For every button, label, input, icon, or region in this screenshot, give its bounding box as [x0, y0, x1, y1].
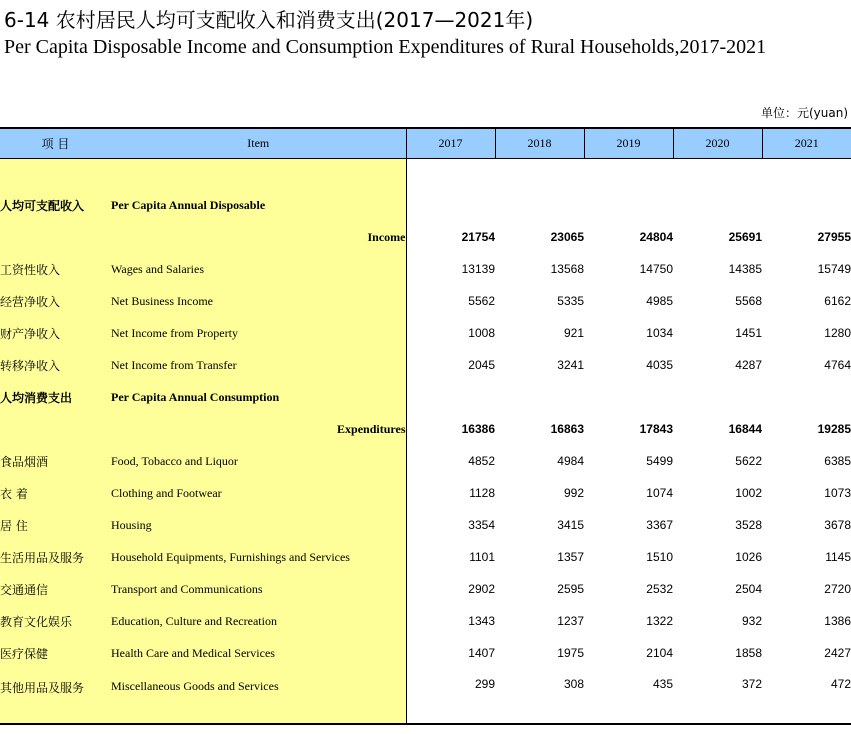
consumption-total-cell: 16386	[461, 422, 495, 436]
value-cell: 932	[741, 614, 762, 628]
table-row	[0, 509, 851, 541]
value-cell: 308	[495, 669, 584, 724]
consumption-label-en-cont: Expenditures	[111, 413, 406, 445]
income-total-cell: 23065	[550, 230, 584, 244]
value-cell: 2532	[646, 582, 673, 596]
value-cell: 472	[762, 669, 851, 724]
income-total-cell: 21754	[461, 230, 495, 244]
income-label-cn: 人均可支配收入	[0, 189, 111, 221]
value-cell: 1975	[557, 646, 584, 660]
table-row	[0, 445, 851, 477]
row-label-cn: 工资性收入	[0, 253, 111, 285]
value-cell: 5335	[557, 294, 584, 308]
row-label-en: Education, Culture and Recreation	[111, 605, 406, 637]
statistics-table	[0, 127, 851, 725]
table-row	[0, 605, 851, 637]
table-row	[0, 253, 851, 285]
table-row	[0, 349, 851, 381]
value-cell: 2595	[557, 582, 584, 596]
row-label-cn: 经营净收入	[0, 285, 111, 317]
row-label-en: Health Care and Medical Services	[111, 637, 406, 669]
table-row	[0, 285, 851, 317]
value-cell: 3528	[735, 518, 762, 532]
row-label-en: Net Business Income	[111, 285, 406, 317]
income-total-row	[0, 221, 851, 253]
row-label-cn: 转移净收入	[0, 349, 111, 381]
value-cell: 2902	[468, 582, 495, 596]
table-row	[0, 669, 851, 724]
value-cell: 1073	[824, 486, 851, 500]
row-label-cn: 食品烟酒	[0, 445, 111, 477]
unit-label: 单位：元(yuan)	[760, 106, 848, 120]
income-label-en: Per Capita Annual Disposable	[111, 189, 406, 221]
value-cell: 5499	[646, 454, 673, 468]
value-cell: 4984	[557, 454, 584, 468]
row-label-cn: 教育文化娱乐	[0, 605, 111, 637]
value-cell: 1101	[469, 550, 495, 564]
value-cell: 1407	[468, 646, 495, 660]
value-cell: 1145	[825, 550, 851, 564]
table-row	[0, 477, 851, 509]
row-label-cn: 衣 着	[0, 477, 111, 509]
value-cell: 1510	[646, 550, 673, 564]
value-cell: 3367	[646, 518, 673, 532]
value-cell: 3415	[557, 518, 584, 532]
row-label-cn: 财产净收入	[0, 317, 111, 349]
header-item-en: Item	[111, 128, 406, 159]
value-cell: 435	[584, 669, 673, 724]
income-label-en-cont: Income	[111, 221, 406, 253]
value-cell: 1280	[824, 326, 851, 340]
income-total-cell: 24804	[639, 230, 673, 244]
value-cell: 1002	[735, 486, 762, 500]
value-cell: 2104	[646, 646, 673, 660]
value-cell: 1451	[735, 326, 762, 340]
value-cell: 372	[673, 669, 762, 724]
value-cell: 2504	[735, 582, 762, 596]
section-heading-row	[0, 381, 851, 413]
value-cell: 1128	[469, 486, 495, 500]
value-cell: 1322	[646, 614, 673, 628]
consumption-total-cell: 19285	[817, 422, 851, 436]
consumption-total-cell: 17843	[639, 422, 673, 436]
table-row	[0, 637, 851, 669]
row-label-en: Food, Tobacco and Liquor	[111, 445, 406, 477]
row-label-cn: 交通通信	[0, 573, 111, 605]
value-cell: 1237	[557, 614, 584, 628]
value-cell: 6162	[824, 294, 851, 308]
value-cell: 921	[563, 326, 584, 340]
value-cell: 4852	[468, 454, 495, 468]
table-header-row	[0, 128, 851, 159]
value-cell: 1008	[468, 326, 495, 340]
consumption-total-cell: 16863	[550, 422, 584, 436]
spacer-row	[0, 159, 851, 190]
table-row	[0, 573, 851, 605]
row-label-en: Miscellaneous Goods and Services	[111, 669, 406, 724]
value-cell: 15749	[817, 262, 851, 276]
consumption-total-cell: 16844	[728, 422, 762, 436]
value-cell: 5562	[468, 294, 495, 308]
value-cell: 3678	[824, 518, 851, 532]
row-label-en: Net Income from Property	[111, 317, 406, 349]
value-cell: 992	[563, 486, 584, 500]
page-title-english: Per Capita Disposable Income and Consumption Expenditures of Rural Households,2017-2021	[4, 36, 767, 58]
header-year: 2021	[762, 128, 851, 159]
value-cell: 5568	[735, 294, 762, 308]
consumption-label-cn: 人均消费支出	[0, 381, 111, 413]
consumption-total-row	[0, 413, 851, 445]
value-cell: 13568	[550, 262, 584, 276]
header-year: 2019	[584, 128, 673, 159]
header-year: 2020	[673, 128, 762, 159]
header-year: 2018	[495, 128, 584, 159]
value-cell: 14385	[728, 262, 762, 276]
value-cell: 2720	[824, 582, 851, 596]
page-title-chinese: 6-14 农村居民人均可支配收入和消费支出(2017—2021年)	[4, 8, 534, 32]
value-cell: 1343	[468, 614, 495, 628]
header-year: 2017	[406, 128, 495, 159]
header-item-cn: 项 目	[0, 128, 111, 159]
value-cell: 13139	[461, 262, 495, 276]
value-cell: 4287	[735, 358, 762, 372]
value-cell: 299	[406, 669, 495, 724]
row-label-en: Transport and Communications	[111, 573, 406, 605]
row-label-cn: 居 住	[0, 509, 111, 541]
row-label-cn: 其他用品及服务	[0, 669, 111, 724]
value-cell: 4764	[824, 358, 851, 372]
value-cell: 1858	[735, 646, 762, 660]
income-total-cell: 27955	[817, 230, 851, 244]
table-row	[0, 541, 851, 573]
value-cell: 14750	[639, 262, 673, 276]
value-cell: 6385	[824, 454, 851, 468]
value-cell: 4035	[646, 358, 673, 372]
section-heading-row	[0, 189, 851, 221]
value-cell: 3354	[468, 518, 495, 532]
table-row	[0, 317, 851, 349]
row-label-en: Clothing and Footwear	[111, 477, 406, 509]
row-label-cn: 医疗保健	[0, 637, 111, 669]
value-cell: 2427	[824, 646, 851, 660]
consumption-label-en: Per Capita Annual Consumption	[111, 381, 406, 413]
value-cell: 1026	[735, 550, 762, 564]
row-label-en: Housing	[111, 509, 406, 541]
value-cell: 1074	[646, 486, 673, 500]
row-label-en: Household Equipments, Furnishings and Services	[111, 541, 406, 573]
row-label-en: Net Income from Transfer	[111, 349, 406, 381]
value-cell: 5622	[735, 454, 762, 468]
income-total-cell: 25691	[728, 230, 762, 244]
row-label-cn: 生活用品及服务	[0, 541, 111, 573]
value-cell: 3241	[557, 358, 584, 372]
value-cell: 1357	[557, 550, 584, 564]
row-label-en: Wages and Salaries	[111, 253, 406, 285]
value-cell: 1034	[646, 326, 673, 340]
value-cell: 1386	[824, 614, 851, 628]
value-cell: 4985	[646, 294, 673, 308]
value-cell: 2045	[468, 358, 495, 372]
